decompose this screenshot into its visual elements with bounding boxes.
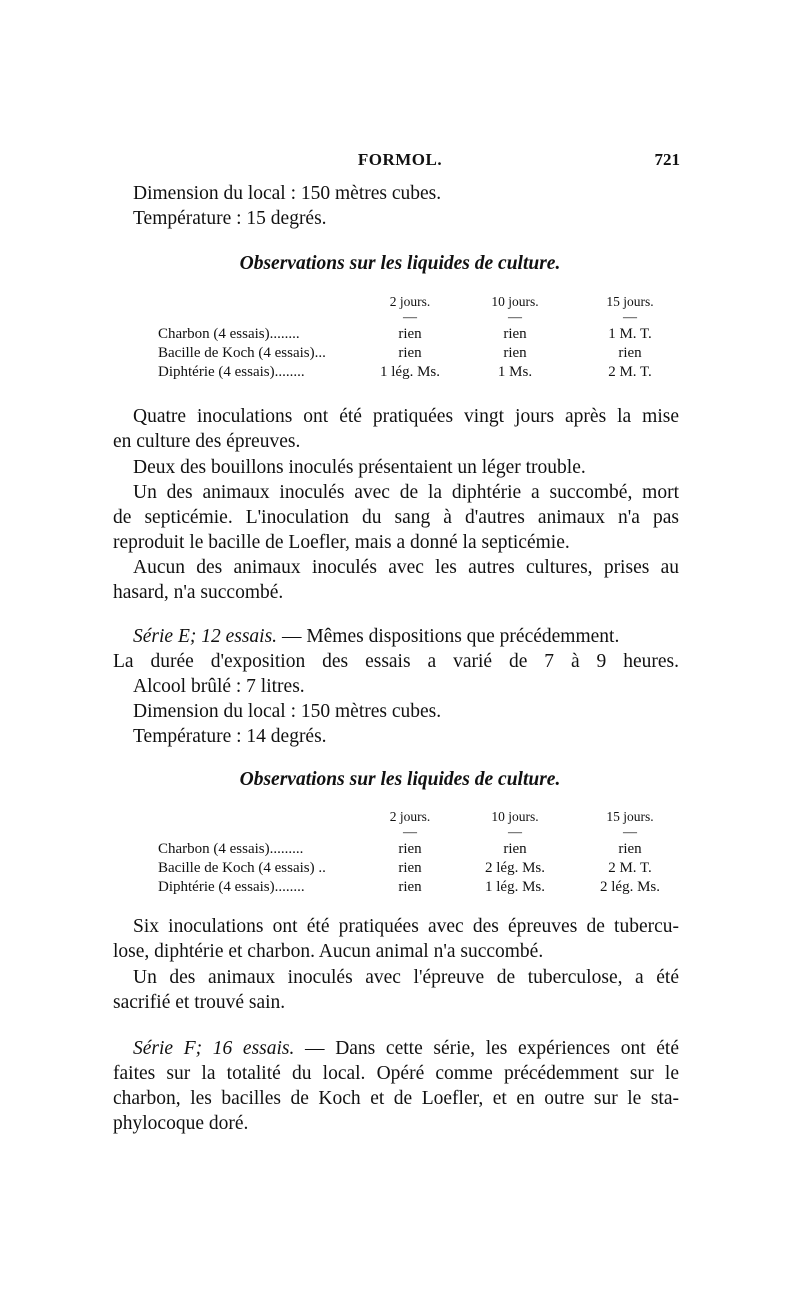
paragraph-line: hasard, n'a succombé. (113, 582, 284, 603)
row-label: Bacille de Koch (4 essais) .. (158, 860, 326, 876)
serie-f-text: — Dans cette série, les expériences ont été (294, 1038, 679, 1059)
col-header: 2 jours. (389, 809, 431, 824)
temperature-line: Température : 14 degrés. (133, 726, 327, 747)
col-header: 10 jours. (491, 809, 539, 824)
row-label: Diphtérie (4 essais)........ (158, 879, 305, 895)
table-header-row (158, 807, 680, 826)
cell: rien (398, 879, 422, 895)
cell: rien (503, 841, 527, 857)
paragraph-line: Quatre inoculations ont été pratiquées vingt jours après la mise (133, 406, 679, 427)
paragraph-line: Un des animaux inoculés avec l'épreuve de tuberculose, a été (133, 967, 679, 988)
paragraph-line: reproduit le bacille de Loefler, mais a donné la septicémie. (113, 532, 570, 553)
table-row (158, 325, 680, 344)
col-header: 15 jours. (606, 809, 654, 824)
paragraph-line: Aucun des animaux inoculés avec les autres cultures, prises au (133, 557, 679, 578)
observations-heading: Observations sur les liquides de culture. (239, 253, 561, 274)
page-number: 721 (654, 150, 680, 169)
paragraph-line: Un des animaux inoculés avec de la diphtérie a succombé, mort (133, 482, 679, 503)
serie-e-text: — Mêmes dispositions que précédemment. (277, 626, 620, 647)
row-label: Bacille de Koch (4 essais)... (158, 345, 326, 361)
cell: 2 lég. Ms. (600, 879, 660, 895)
cell: rien (503, 326, 527, 342)
row-label: Charbon (4 essais)......... (158, 841, 304, 857)
dash-row (158, 826, 680, 840)
cell: rien (398, 345, 422, 361)
dash-row (158, 311, 680, 325)
temperature-line: Température : 15 degrés. (133, 208, 327, 229)
cell: 1 lég. Ms. (485, 879, 545, 895)
cell: rien (398, 860, 422, 876)
paragraph-line: charbon, les bacilles de Koch et de Loefler, et en outre sur le sta- (113, 1088, 679, 1109)
paragraph-line: Deux des bouillons inoculés présentaient un léger trouble. (133, 457, 586, 478)
table-row (158, 344, 680, 363)
dimension-line: Dimension du local : 150 mètres cubes. (133, 183, 442, 204)
dash: — (403, 310, 417, 325)
running-header (0, 150, 800, 174)
running-title: FORMOL. (357, 150, 443, 169)
paragraph-line: faites sur la totalité du local. Opéré comme précédemment sur le (113, 1063, 679, 1084)
paragraph-line: Six inoculations ont été pratiquées avec des épreuves de tubercu- (133, 916, 679, 937)
culture-table-1 (158, 292, 680, 382)
col-header: 15 jours. (606, 294, 654, 309)
col-header: 10 jours. (491, 294, 539, 309)
serie-e-label: Série E; 12 essais. (133, 626, 278, 647)
serie-f-line (133, 1037, 679, 1061)
cell: 1 lég. Ms. (380, 364, 440, 380)
dimension-line: Dimension du local : 150 mètres cubes. (133, 701, 442, 722)
cell: 1 M. T. (608, 326, 652, 342)
serie-e-line (133, 625, 679, 649)
paragraph-line: phylocoque doré. (113, 1113, 249, 1134)
dash: — (508, 310, 522, 325)
cell: rien (618, 841, 642, 857)
row-label: Charbon (4 essais)........ (158, 326, 300, 342)
cell: rien (398, 841, 422, 857)
serie-f-label: Série F; 16 essais. (133, 1038, 295, 1059)
dash: — (403, 825, 417, 840)
table-row (158, 859, 680, 878)
cell: rien (503, 345, 527, 361)
culture-table-2 (158, 807, 680, 897)
cell: 2 lég. Ms. (485, 860, 545, 876)
table-row (158, 363, 680, 382)
dash: — (623, 310, 637, 325)
dash: — (508, 825, 522, 840)
paragraph-line: La durée d'exposition des essais a varié de 7 à 9 heures. (113, 651, 679, 672)
paragraph-line: de septicémie. L'inoculation du sang à d'autres animaux n'a pas (113, 507, 679, 528)
paragraph-line: lose, diphtérie et charbon. Aucun animal n'a succombé. (113, 941, 544, 962)
cell: rien (618, 345, 642, 361)
dash: — (623, 825, 637, 840)
cell: 1 Ms. (497, 364, 533, 380)
table-row (158, 878, 680, 897)
table-row (158, 840, 680, 859)
alcool-line: Alcool brûlé : 7 litres. (133, 676, 305, 697)
paragraph-line: sacrifié et trouvé sain. (113, 992, 286, 1013)
observations-heading: Observations sur les liquides de culture. (239, 769, 561, 790)
cell: 2 M. T. (608, 364, 652, 380)
row-label: Diphtérie (4 essais)........ (158, 364, 305, 380)
table-header-row (158, 292, 680, 311)
paragraph-line: en culture des épreuves. (113, 431, 301, 452)
cell: 2 M. T. (608, 860, 652, 876)
cell: rien (398, 326, 422, 342)
col-header: 2 jours. (389, 294, 431, 309)
